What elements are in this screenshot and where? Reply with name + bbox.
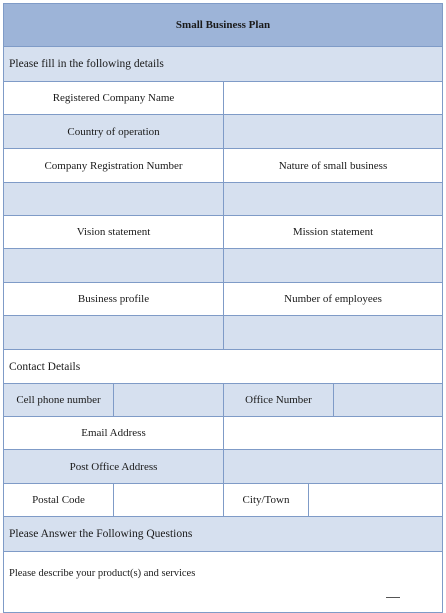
mission-statement-label: Mission statement [292,226,374,238]
company-registration-number-input[interactable] [4,183,224,215]
nature-of-small-business-label: Nature of small business [278,159,388,172]
office-number-label: Office Number [224,384,334,416]
section-fill-details: Please fill in the following details [9,58,164,70]
answer-line-mark [386,597,400,600]
postal-city-row [4,484,442,517]
registered-company-name-input[interactable] [224,82,442,114]
cell-phone-number-input[interactable] [114,384,224,416]
vision-statement-input[interactable] [4,249,224,282]
vision-mission-label-row [4,216,442,249]
city-town-label: City/Town [224,484,309,516]
post-office-row [4,450,442,484]
registration-nature-input-row [4,183,442,216]
phone-row [4,384,442,417]
postal-code-input[interactable] [114,484,224,516]
profile-employees-label-row [4,283,442,316]
number-of-employees-input[interactable] [224,316,442,349]
registration-nature-label-row [4,149,442,183]
country-of-operation-row [4,115,442,149]
company-registration-number-label: Company Registration Number [4,149,224,182]
registered-company-name-row [4,82,442,115]
business-profile-label: Business profile [4,283,224,315]
number-of-employees-label: Number of employees [284,293,382,305]
form-title-row [4,4,442,47]
describe-products-question: Please describe your product(s) and services [9,567,196,579]
cell-phone-number-label: Cell phone number [4,384,114,416]
country-of-operation-input[interactable] [224,115,442,148]
section-contact-details-row [4,350,442,384]
mission-statement-input[interactable] [224,249,442,282]
vision-mission-input-row [4,249,442,283]
registered-company-name-label: Registered Company Name [4,82,224,114]
section-questions-row [4,517,442,552]
small-business-plan-form [3,3,443,613]
section-contact-details: Contact Details [9,360,81,373]
city-town-input[interactable] [309,484,442,516]
email-address-label: Email Address [4,417,224,449]
section-fill-details-row [4,47,442,82]
business-profile-input[interactable] [4,316,224,349]
post-office-address-label: Post Office Address [4,450,224,483]
post-office-address-input[interactable] [224,450,442,483]
office-number-input[interactable] [334,384,442,416]
section-questions: Please Answer the Following Questions [9,528,193,540]
describe-products-row [4,552,442,612]
email-row [4,417,442,450]
email-address-input[interactable] [224,417,442,449]
nature-of-small-business-input[interactable] [224,183,442,215]
form-title: Small Business Plan [175,19,271,31]
profile-employees-input-row [4,316,442,350]
vision-statement-label: Vision statement [4,216,224,248]
postal-code-label: Postal Code [4,484,114,516]
country-of-operation-label: Country of operation [4,115,224,148]
